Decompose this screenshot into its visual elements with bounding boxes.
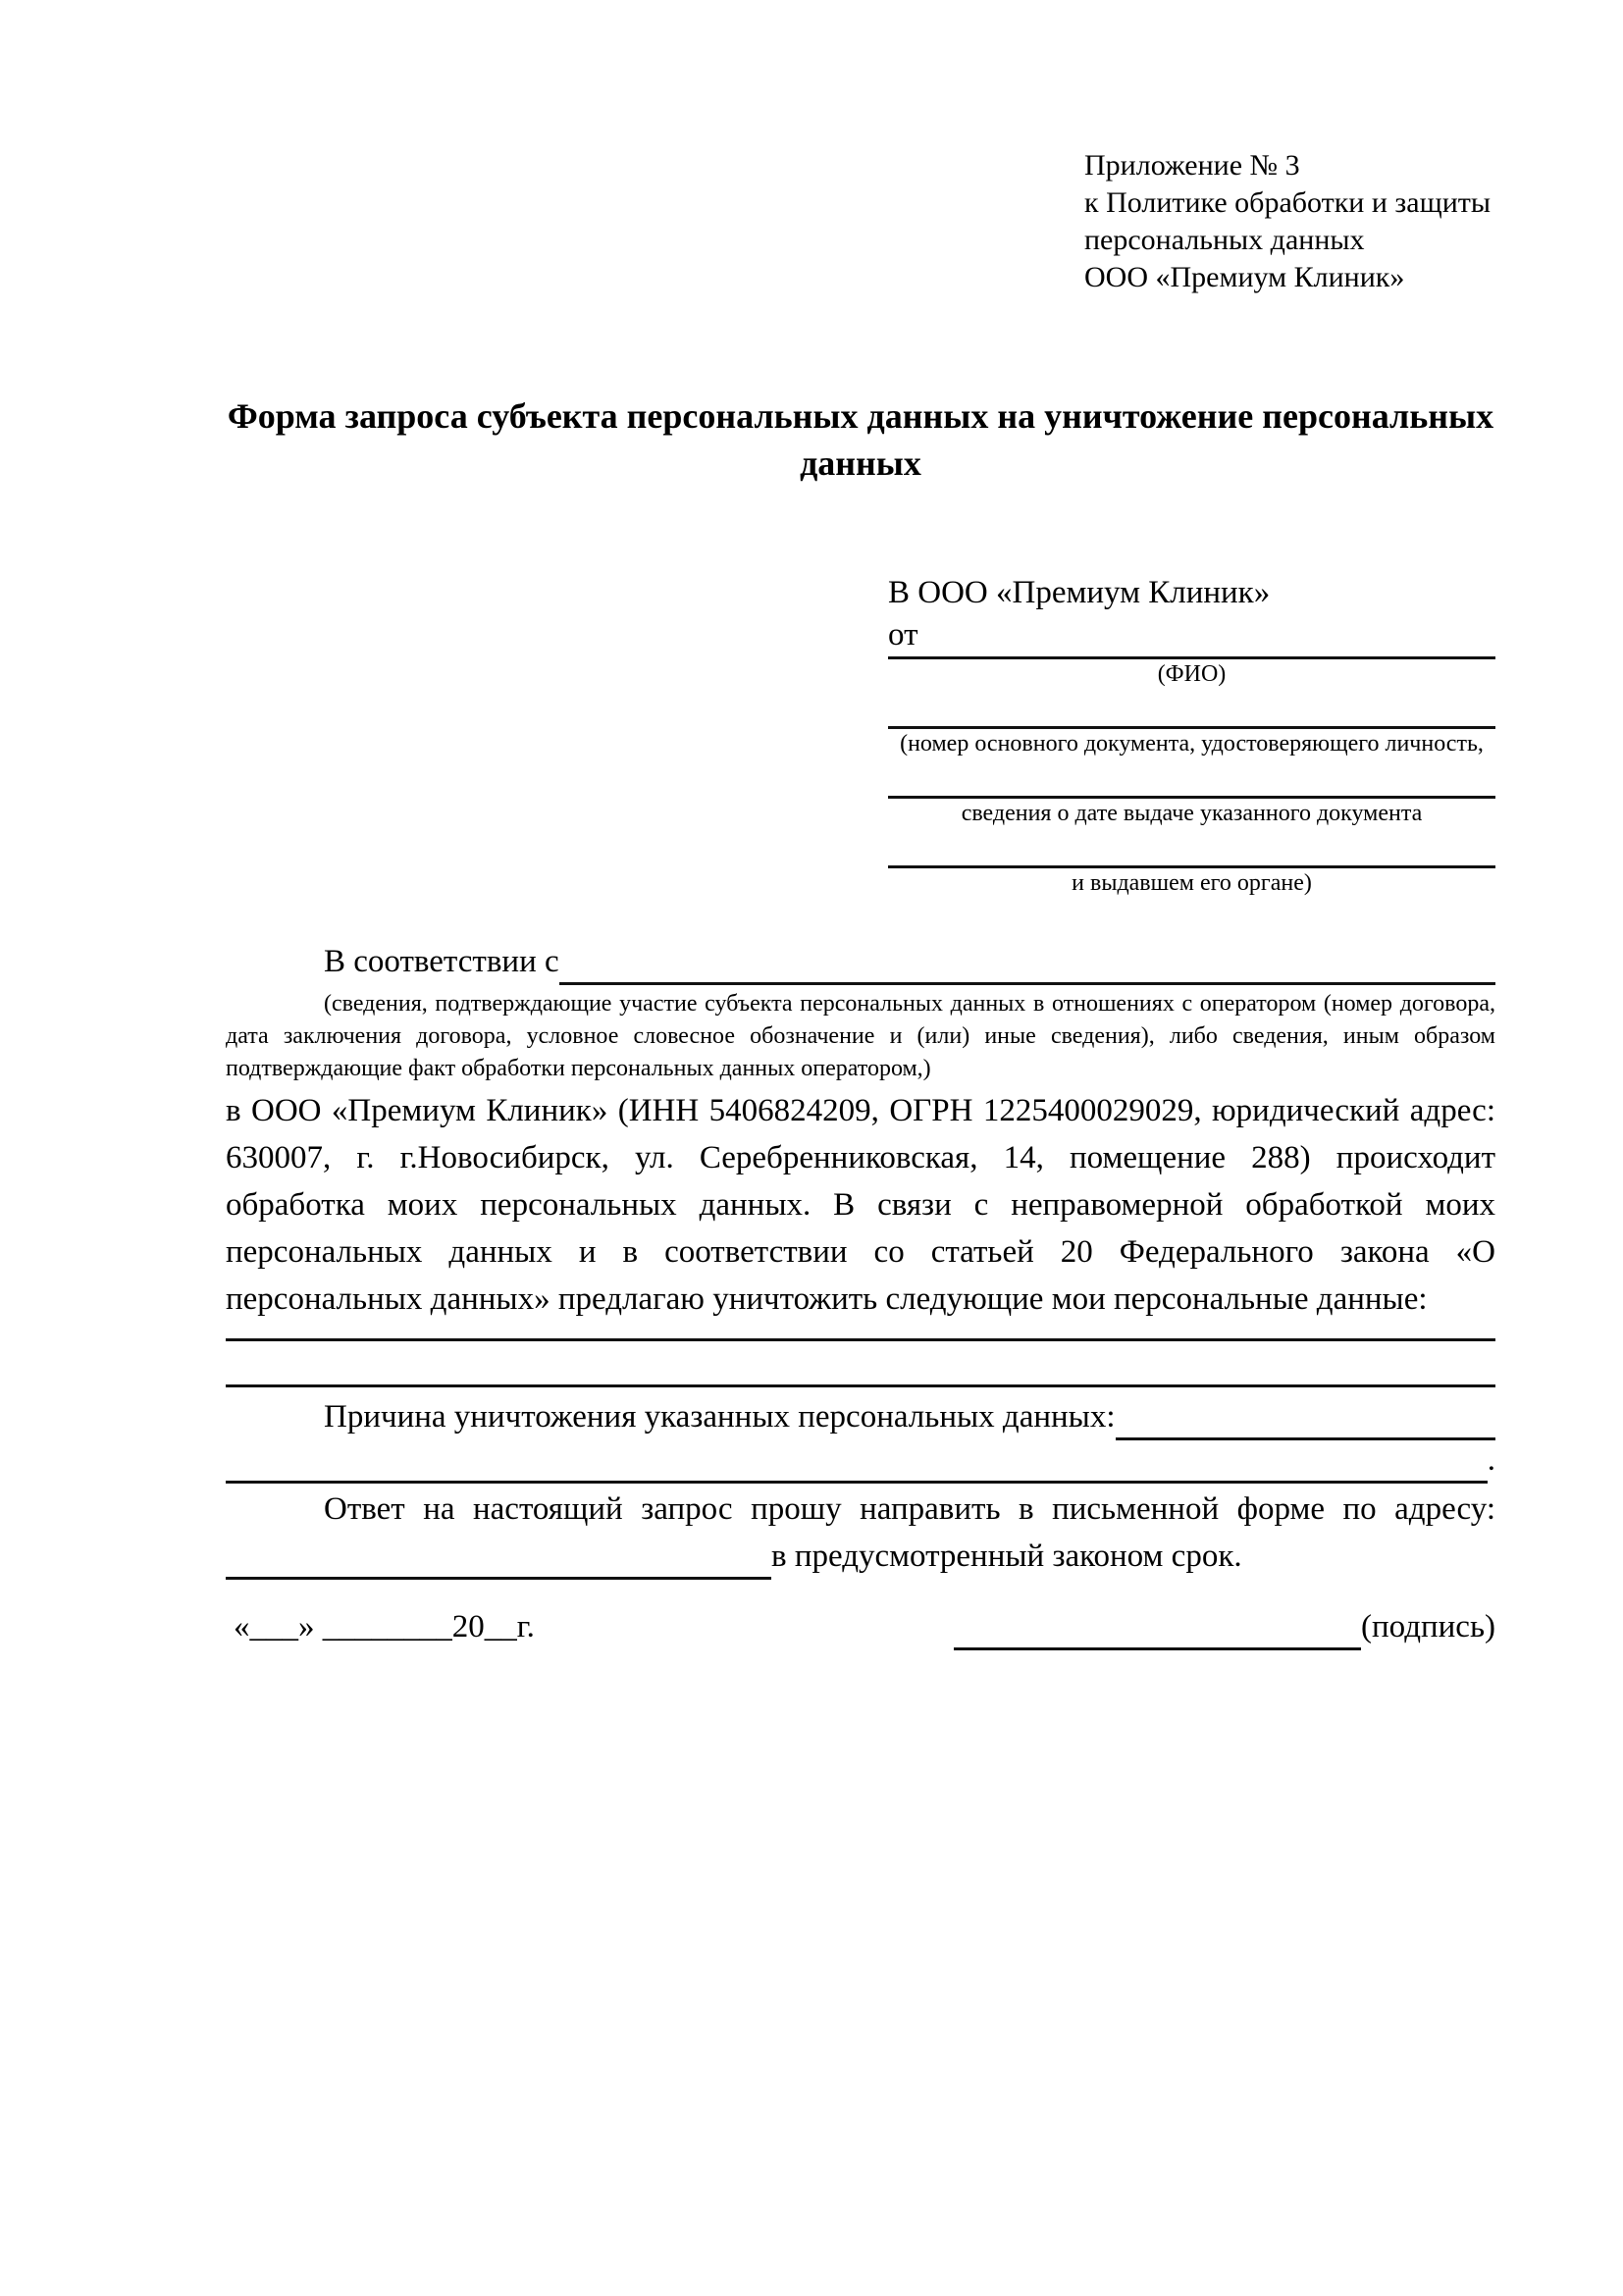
issuing-authority-caption: и выдавшем его органе) [1072,870,1312,896]
issue-date-caption: сведения о дате выдаче указанного документа [961,801,1423,826]
addressee-from-label: от [888,617,918,652]
header-line-personal-data: персональных данных [1084,224,1365,256]
document-body [226,938,1495,1650]
blank-line-accordance [559,938,1495,985]
accordance-row [226,938,1495,985]
reason-row [226,1393,1495,1440]
blank-line-signature [954,1603,1361,1650]
blank-line-data-2 [226,1341,1495,1387]
footnote-text: (сведения, подтверждающие участие субъекта персональных данных в отношениях с оператором (номер договора, дата заключения договора, условное словесное обозначение и (или) иные сведения), либо сведения, иным образом подтверждающие факт обработки персональных данных оператором,) [226,991,1495,1081]
reason-label: Причина уничтожения указанных персональных данных: [324,1399,1116,1435]
header-line-policy: к Политике обработки и защиты [1084,186,1492,219]
signature-caption: (подпись) [1361,1609,1495,1644]
blank-line-reason [1116,1393,1495,1440]
blank-line-data-1 [226,1323,1495,1341]
addressee-to: В ООО «Премиум Клиник» [888,575,1271,610]
addressee-block [888,572,1495,899]
accordance-label: В соответствии с [324,944,559,979]
date-blank: «___» ________20__г. [234,1609,535,1644]
blank-line-address [226,1533,771,1580]
document-title: Форма запроса субъекта персональных данных на уничтожение персональных данных [227,396,1494,483]
address-row [226,1533,1495,1580]
main-paragraph: в ООО «Премиум Клиник» (ИНН 5406824209, ОГРН 1225400029029, юридический адрес: 630007, г. г.Новосибирск, ул. Серебренниковская, 14, помещение 288) происходит обработка моих персональных данных. В связи с неправомерной обработкой моих персональных данных и в соответствии со статьей 20 Федерального закона «О персональных данных» предлагаю уничтожить следующие мои персональные данные: [226,1093,1495,1317]
period-text: . [1487,1442,1495,1478]
header-line-company: ООО «Премиум Клиник» [1084,261,1405,293]
document-header [1084,147,1536,296]
response-request-text: Ответ на настоящий запрос прошу направить в письменной форме по адресу: [324,1491,1495,1527]
header-line-appendix: Приложение № 3 [1084,149,1300,182]
signature-group [954,1603,1495,1650]
reason-continuation-row [226,1440,1495,1484]
response-tail-text: в предусмотренный законом срок. [771,1539,1242,1574]
document-number-caption: (номер основного документа, удостоверяющего личность, [900,731,1484,757]
blank-line-reason-2 [226,1440,1488,1484]
date-signature-row [226,1603,1495,1650]
fio-caption: (ФИО) [1157,661,1227,687]
